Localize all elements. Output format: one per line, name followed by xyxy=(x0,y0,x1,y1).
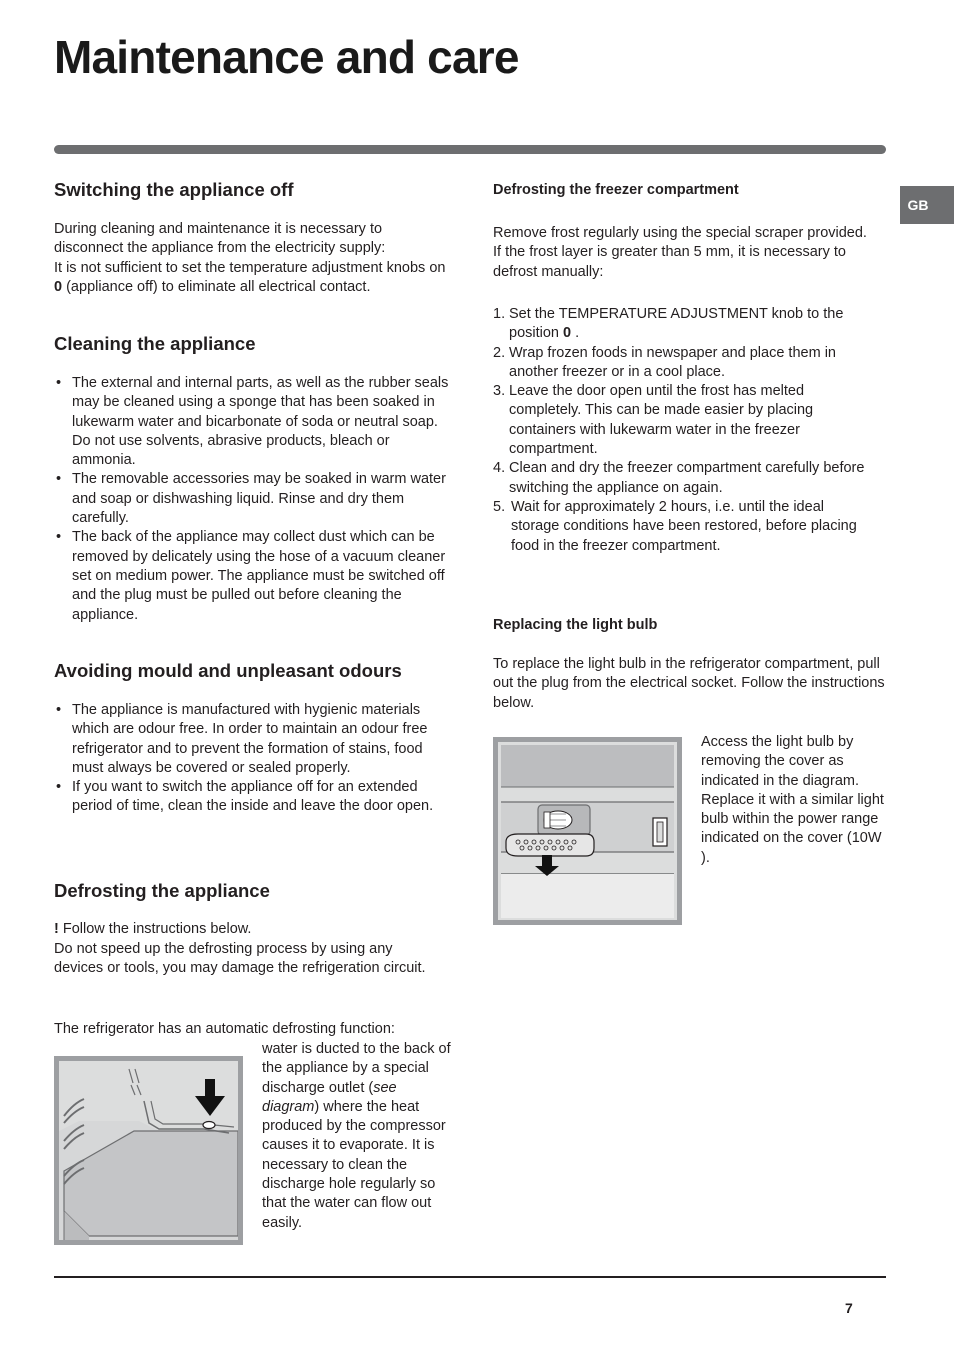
list-item: 4. Clean and dry the freezer compartment carefully before switching the appliance on again. xyxy=(493,460,865,496)
defrosting-heading: Defrosting the appliance xyxy=(54,880,270,901)
light-bulb-illustration xyxy=(498,742,677,920)
cleaning-heading: Cleaning the appliance xyxy=(54,333,256,354)
list-item: 5. Wait for approximately 2 hours, i.e. until the ideal storage conditions have been restored, before placing food in the freezer compartment. xyxy=(493,498,857,554)
list-item: • The removable accessories may be soaked in warm water and soap or dishwashing liquid. Rinse and dry them carefully. xyxy=(54,470,449,528)
mould-heading: Avoiding mould and unpleasant odours xyxy=(54,660,402,681)
cleaning-list xyxy=(54,374,449,625)
list-item: • The appliance is manufactured with hygienic materials which are odour free. In order to maintain an odour free refrigerator and to prevent the formation of stains, food must always be covered or sealed properly. xyxy=(54,701,451,778)
list-item: 3. Leave the door open until the frost has melted completely. This can be made easier by placing containers with lukewarm water in the freezer compartment. xyxy=(493,383,814,458)
switching-off-text-2: It is not sufficient to set the temperature adjustment knobs on 0 (appliance off) to eliminate all electrical contact. xyxy=(54,260,446,296)
defrost-outlet-diagram xyxy=(54,1056,243,1245)
language-tab: GB xyxy=(900,186,954,224)
bulb-side-text: Access the light bulb by removing the cover as indicated in the diagram. Replace it with a similar light bulb within the power range indicated on the cover (10W ). xyxy=(701,734,884,866)
header-divider xyxy=(54,145,886,154)
list-item: • The external and internal parts, as well as the rubber seals may be cleaned using a sponge that has been soaked in lukewarm water and bicarbonate of soda or neutral soap. Do not use solvents, abrasive products, bleach or ammonia. xyxy=(54,374,449,470)
freezer-heading: Defrosting the freezer compartment xyxy=(493,182,739,198)
switching-off-heading: Switching the appliance off xyxy=(54,179,294,200)
defrost-outlet-illustration xyxy=(59,1061,238,1240)
list-item: 1. Set the TEMPERATURE ADJUSTMENT knob to the position 0 . xyxy=(493,306,844,342)
page-title: Maintenance and care xyxy=(54,31,519,83)
list-item: • The back of the appliance may collect dust which can be removed by delicately using the hose of a vacuum cleaner set on medium power. The appliance must be switched off and the plug must be pulled out before cleaning the appliance. xyxy=(54,528,449,624)
light-bulb-diagram xyxy=(493,737,682,925)
defrosting-warning: ! Follow the instructions below. xyxy=(54,921,252,937)
freezer-steps xyxy=(493,305,873,556)
bulb-intro: To replace the light bulb in the refrigerator compartment, pull out the plug from the electrical socket. Follow the instructions below. xyxy=(493,656,885,711)
switching-off-text-1: During cleaning and maintenance it is necessary to disconnect the appliance from the electricity supply: xyxy=(54,221,386,257)
bulb-heading: Replacing the light bulb xyxy=(493,617,658,633)
list-item: • If you want to switch the appliance off for an extended period of time, clean the inside and leave the door open. xyxy=(54,778,451,817)
freezer-intro: Remove frost regularly using the special scraper provided. If the frost layer is greater than 5 mm, it is necessary to defrost manually: xyxy=(493,225,867,280)
list-item: 2. Wrap frozen foods in newspaper and place them in another freezer or in a cool place. xyxy=(493,344,836,380)
mould-list xyxy=(54,701,451,817)
defrosting-text-1: Do not speed up the defrosting process by using any devices or tools, you may damage the refrigeration circuit. xyxy=(54,941,426,977)
footer-divider xyxy=(54,1276,886,1278)
page-number: 7 xyxy=(845,1300,853,1316)
defrosting-text-2: The refrigerator has an automatic defrosting function: xyxy=(54,1021,395,1037)
defrosting-text-3: water is ducted to the back of the appliance by a special discharge outlet (see diagram) where the heat produced by the compressor causes it to evaporate. It is necessary to clean the discharge hole regularly so that the water can flow out easily. xyxy=(262,1041,451,1231)
